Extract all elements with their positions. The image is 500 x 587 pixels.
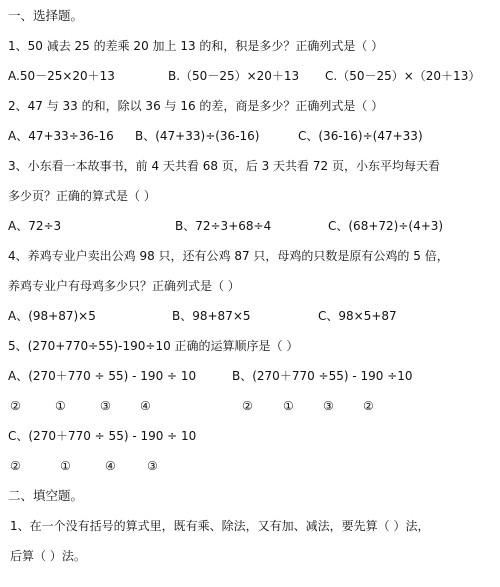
question-4-option-c: C、98×5+87 bbox=[318, 309, 397, 323]
fill-question-1-line-2: 后算（ ）法。 bbox=[10, 549, 86, 563]
section-heading-choice: 一、选择题。 bbox=[8, 8, 84, 23]
question-2-stem: 2、47 与 33 的和，除以 36 与 16 的差，商是多少？正确列式是（ ） bbox=[8, 99, 384, 113]
q5-c-order-1: ② bbox=[10, 459, 21, 473]
q5-a-order-4: ④ bbox=[140, 399, 151, 413]
question-5-option-c: C、(270＋770 ÷ 55) - 190 ÷ 10 bbox=[8, 429, 197, 443]
question-5-stem: 5、(270+770÷55)-190÷10 正确的运算顺序是（ ） bbox=[8, 339, 299, 353]
question-2-option-a: A、47+33÷36-16 bbox=[8, 129, 114, 143]
question-1-option-a: A.50－25×20＋13 bbox=[8, 69, 115, 83]
q5-b-order-2: ① bbox=[283, 399, 294, 413]
question-3-option-a: A、72÷3 bbox=[8, 219, 62, 233]
q5-b-order-4: ② bbox=[363, 399, 374, 413]
question-4-option-a: A、(98+87)×5 bbox=[8, 309, 96, 323]
question-1-option-c: C.（50－25）×（20＋13） bbox=[325, 69, 481, 83]
question-3-stem-line-1: 3、小东看一本故事书，前 4 天共看 68 页，后 3 天共看 72 页，小东平均每天看 bbox=[8, 159, 440, 173]
question-2-option-b: B、(47+33)÷(36-16) bbox=[135, 129, 260, 143]
q5-a-order-1: ② bbox=[10, 399, 21, 413]
q5-c-order-4: ③ bbox=[147, 459, 158, 473]
q5-a-order-2: ① bbox=[55, 399, 66, 413]
question-3-stem-line-2: 多少页？正确的算式是（ ） bbox=[8, 189, 156, 203]
q5-b-order-1: ② bbox=[242, 399, 253, 413]
q5-c-order-3: ④ bbox=[105, 459, 116, 473]
q5-a-order-3: ③ bbox=[100, 399, 111, 413]
question-2-option-c: C、(36-16)÷(47+33) bbox=[298, 129, 423, 143]
q5-c-order-2: ① bbox=[60, 459, 71, 473]
question-3-option-c: C、(68+72)÷(4+3) bbox=[328, 219, 444, 233]
question-4-option-b: B、98+87×5 bbox=[172, 309, 251, 323]
question-4-stem-line-2: 养鸡专业户有母鸡多少只？正确列式是（ ） bbox=[8, 279, 240, 293]
section-heading-fill: 二、填空题。 bbox=[8, 488, 84, 503]
fill-question-1-line-1: 1、在一个没有括号的算式里，既有乘、除法，又有加、减法，要先算（ ）法， bbox=[10, 519, 430, 533]
question-5-option-b: B、(270＋770 ÷55) - 190 ÷10 bbox=[232, 369, 413, 383]
question-3-option-b: B、72÷3+68÷4 bbox=[175, 219, 272, 233]
question-1-option-b: B.（50－25）×20＋13 bbox=[168, 69, 300, 83]
question-4-stem-line-1: 4、养鸡专业户卖出公鸡 98 只，还有公鸡 87 只，母鸡的只数是原有公鸡的 5 倍， bbox=[8, 249, 449, 263]
question-5-option-a: A、(270＋770 ÷ 55) - 190 ÷ 10 bbox=[8, 369, 197, 383]
q5-b-order-3: ③ bbox=[323, 399, 334, 413]
question-1-stem: 1、50 减去 25 的差乘 20 加上 13 的和，积是多少？正确列式是（ ） bbox=[8, 39, 384, 53]
